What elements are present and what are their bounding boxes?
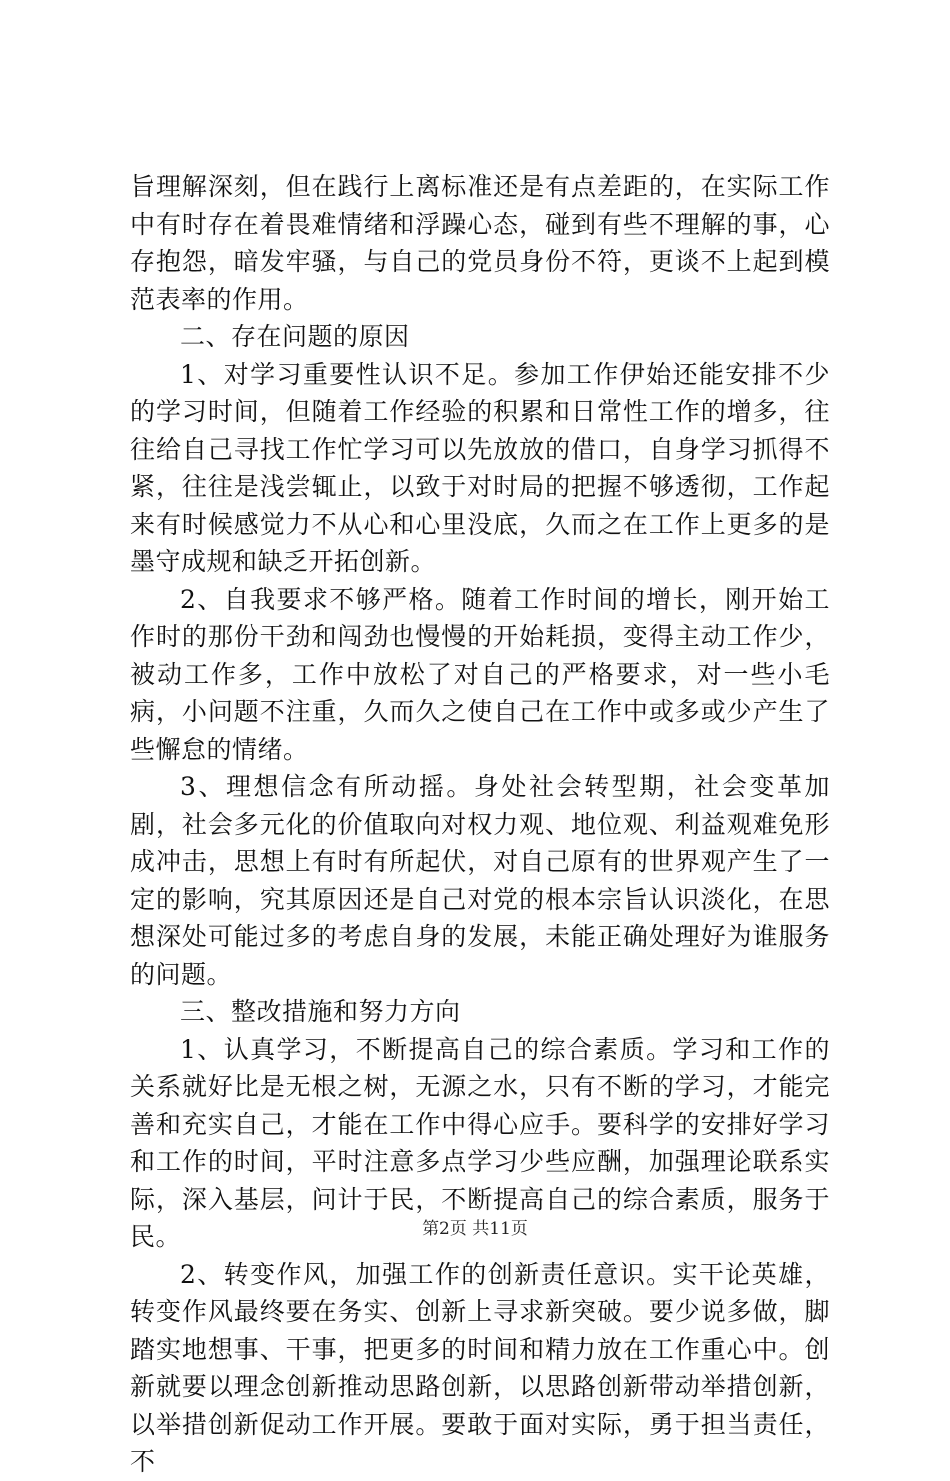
paragraph-cause-2: 2、自我要求不够严格。随着工作时间的增长，刚开始工作时的那份干劲和闯劲也慢慢的开始耗损，变得主动工作少，被动工作多，工作中放松了对自己的严格要求，对一些小毛病，小问题不注重，久而久之使自己在工作中或多或少产生了些懈怠的情绪。 bbox=[130, 584, 830, 764]
paragraph-cause-3: 3、理想信念有所动摇。身处社会转型期，社会变革加剧，社会多元化的价值取向对权力观、地位观、利益观难免形成冲击，思想上有时有所起伏，对自己原有的世界观产生了一定的影响，究其原因还是自己对党的根本宗旨认识淡化，在思想深处可能过多的考虑自身的发展，未能正确处理好为谁服务的问题。 bbox=[130, 772, 830, 989]
paragraph-measure-2: 2、转变作风，加强工作的创新责任意识。实干论英雄，转变作风最终要在务实、创新上寻求新突破。要少说多做，脚踏实地想事、干事，把更多的时间和精力放在工作重心中。创新就要以理念创新推动思路创新，以思路创新带动举措创新，以举措创新促动工作开展。要敢于面对实际，勇于担当责任，不 bbox=[130, 1259, 830, 1476]
document-body bbox=[130, 168, 830, 1481]
section-heading-causes: 二、存在问题的原因 bbox=[180, 322, 410, 351]
paragraph-continuation: 旨理解深刻，但在践行上离标准还是有点差距的，在实际工作中有时存在着畏难情绪和浮躁心态，碰到有些不理解的事，心存抱怨，暗发牢骚，与自己的党员身份不符，更谈不上起到模范表率的作用。 bbox=[130, 172, 830, 314]
paragraph-cause-1: 1、对学习重要性认识不足。参加工作伊始还能安排不少的学习时间，但随着工作经验的积累和日常性工作的增多，往往给自己寻找工作忙学习可以先放放的借口，自身学习抓得不紧，往往是浅尝辄止，以致于对时局的把握不够透彻，工作起来有时候感觉力不从心和心里没底，久而之在工作上更多的是墨守成规和缺乏开拓创新。 bbox=[130, 359, 830, 576]
paragraph-measure-1: 1、认真学习，不断提高自己的综合素质。学习和工作的关系就好比是无根之树，无源之水，只有不断的学习，才能完善和充实自己，才能在工作中得心应手。要科学的安排好学习和工作的时间，平时注意多点学习少些应酬，加强理论联系实际，深入基层，问计于民，不断提高自己的综合素质，服务于民。 bbox=[130, 1034, 830, 1251]
page-number-footer: 第2页 共11页 bbox=[422, 1219, 528, 1239]
section-heading-measures: 三、整改措施和努力方向 bbox=[180, 997, 461, 1026]
